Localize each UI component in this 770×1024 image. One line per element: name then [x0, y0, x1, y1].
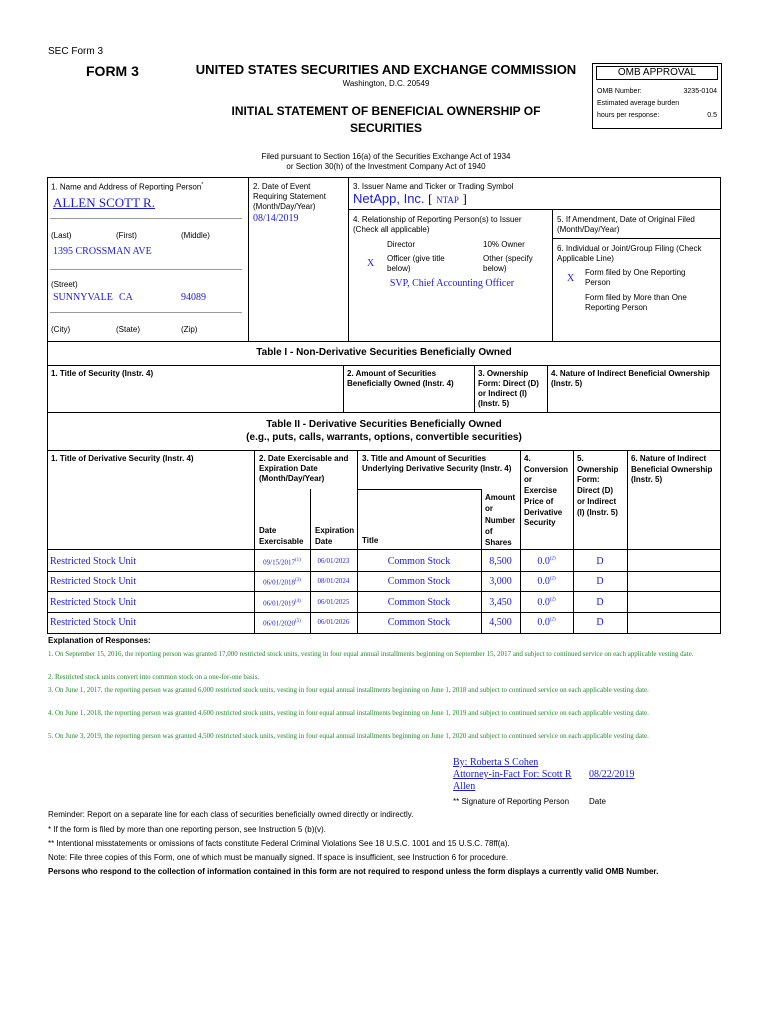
sec-form-label: SEC Form 3 [48, 46, 104, 57]
row-expiration: 06/01/2025 [317, 598, 350, 606]
officer-title: SVP, Chief Accounting Officer [389, 278, 515, 289]
t2-col1: 1. Title of Derivative Security (Instr. 4) [51, 454, 194, 463]
row-security: Restricted Stock Unit [50, 597, 137, 608]
city-value: SUNNYVALE [53, 292, 113, 303]
issuer-name-link[interactable]: NetApp, Inc. [353, 191, 425, 206]
row-security: Restricted Stock Unit [50, 617, 137, 628]
commission-title: UNITED STATES SECURITIES AND EXCHANGE COMMISSION [195, 62, 577, 77]
footnote-1: 1. On September 15, 2016, the reporting person was granted 17,000 restricted stock units, vesting in four equal annual installments beginning on September 15, 2017 and subject to continued service on each applicable vesting date. [48, 650, 694, 658]
one-person-check[interactable]: X [567, 273, 575, 284]
last-label: (Last) [51, 231, 72, 240]
box2-label: 2. Date of Event Requiring Statement (Month/Day/Year) [253, 182, 326, 211]
row-title: Common Stock [387, 556, 451, 567]
row-amount: 3,450 [489, 597, 512, 608]
t2-col2: 2. Date Exercisable and Expiration Date (Month/Day/Year) [259, 454, 349, 483]
row-security: Restricted Stock Unit [50, 576, 137, 587]
filed-pursuant-1: Filed pursuant to Section 16(a) of the Securities Exchange Act of 1934 [261, 152, 511, 161]
street-value: 1395 CROSSMAN AVE [53, 246, 152, 257]
t2-expiration-header: Expiration Date [315, 526, 355, 546]
row-price: 0.0$^{(2)}$ [537, 617, 556, 628]
omb-hours-value: 0.5 [707, 112, 717, 119]
t2-col4: 4. Conversion or Exercise Price of Derivative Security [524, 454, 569, 528]
ticker-symbol: NTAP [436, 195, 459, 205]
row-title: Common Stock [387, 617, 451, 628]
row-amount: 8,500 [489, 556, 512, 567]
row-form: D [596, 556, 604, 567]
signature-block: By: Roberta S Cohen Attorney-in-Fact For: Scott R Allen [453, 757, 572, 792]
signature-label: ** Signature of Reporting Person [453, 797, 570, 806]
state-value: CA [119, 292, 133, 303]
row-exercisable: 06/01/2020$^{(5)}$ [263, 619, 301, 628]
row-form: D [596, 576, 604, 587]
table2-title-1: Table II - Derivative Securities Beneficially Owned [266, 419, 502, 430]
state-label: (State) [116, 325, 141, 334]
row-title: Common Stock [387, 576, 451, 587]
reminder: Reminder: Report on a separate line for each class of securities beneficially owned directly or indirectly. [48, 810, 414, 819]
omb-number-value: 3235-0104 [683, 88, 717, 95]
more-person-label: Form filed by More than One Reporting Person [585, 293, 687, 312]
t1-col4: 4. Nature of Indirect Beneficial Ownership (Instr. 5) [551, 369, 710, 388]
box4-label: 4. Relationship of Reporting Person(s) to Issuer (Check all applicable) [353, 215, 522, 234]
t2-col3: 3. Title and Amount of Securities Underlying Derivative Security (Instr. 4) [362, 454, 512, 473]
ten-percent-label: 10% Owner [483, 240, 525, 249]
ticker-close: ] [462, 191, 467, 206]
event-date: 08/14/2019 [253, 213, 299, 224]
row-exercisable: 06/01/2019$^{(4)}$ [263, 599, 301, 608]
table1-title: Table I - Non-Derivative Securities Beneficially Owned [256, 347, 512, 358]
commission-location: Washington, D.C. 20549 [342, 79, 430, 88]
t2-amount-header: Amount or Number of Shares [485, 493, 516, 548]
row-form: D [596, 597, 604, 608]
footnote-2: 2. Restricted stock units convert into common stock on a one-for-one basis. [48, 673, 260, 681]
t1-col2: 2. Amount of Securities Beneficially Owned (Instr. 4) [347, 369, 454, 388]
row-title: Common Stock [387, 597, 451, 608]
row-exercisable: 06/01/2018$^{(3)}$ [263, 578, 301, 587]
row-price: 0.0$^{(2)}$ [537, 597, 556, 608]
zip-value: 94089 [181, 292, 206, 303]
form-title: FORM 3 [86, 63, 139, 79]
footnote-3: 3. On June 1, 2017, the reporting person was granted 6,000 restricted stock units, vesting in four equal annual installments beginning on June 1, 2018 and subject to continued service on each applicable vesting date. [48, 686, 649, 694]
t1-col1: 1. Title of Security (Instr. 4) [51, 369, 154, 378]
box6-label: 6. Individual or Joint/Group Filing (Check Applicable Line) [557, 244, 702, 263]
row-expiration: 08/01/2024 [317, 577, 350, 585]
explanation-heading: Explanation of Responses: [48, 636, 151, 645]
city-label: (City) [51, 325, 71, 334]
date-label: Date [589, 797, 606, 806]
statement-title-1: INITIAL STATEMENT OF BENEFICIAL OWNERSHIP OF [231, 104, 541, 118]
t1-col3: 3. Ownership Form: Direct (D) or Indirect (I) (Instr. 5) [478, 369, 539, 408]
t2-date-exercisable-header: Date Exercisable [259, 526, 304, 546]
filed-pursuant-2: or Section 30(h) of the Investment Company Act of 1940 [286, 162, 486, 171]
t2-title-header: Title [362, 536, 379, 545]
omb-box [592, 63, 722, 129]
director-label: Director [387, 240, 416, 249]
first-label: (First) [116, 231, 137, 240]
box1-label: 1. Name and Address of Reporting Person* [51, 182, 204, 192]
officer-check[interactable]: X [367, 258, 375, 269]
omb-hours-label: hours per response: [597, 112, 660, 119]
reporting-person-name[interactable]: ALLEN SCOTT R. [53, 195, 155, 210]
box5-label: 5. If Amendment, Date of Original Filed (Month/Day/Year) [557, 215, 695, 234]
omb-number-label: OMB Number: [597, 88, 642, 95]
note-4: Persons who respond to the collection of information contained in this form are not required to respond unless the form displays a currently valid OMB Number. [48, 867, 659, 876]
t2-col5: 5. Ownership Form: Direct (D) or Indirect (I) (Instr. 5) [577, 454, 619, 517]
note-3: Note: File three copies of this Form, one of which must be manually signed. If space is insufficient, see Instruction 6 for procedure. [48, 853, 509, 862]
row-form: D [596, 617, 604, 628]
footnote-4: 4. On June 1, 2018, the reporting person was granted 4,600 restricted stock units, vesting in four equal annual installments beginning on June 1, 2019 and subject to continued service on each applicable vesting date. [48, 709, 649, 717]
ticker-open: [ [428, 191, 433, 206]
row-security: Restricted Stock Unit [50, 556, 137, 567]
note-2: ** Intentional misstatements or omissions of facts constitute Federal Criminal Violations See 18 U.S.C. 1001 and 15 U.S.C. 78ff(a). [48, 839, 510, 848]
table2-title-2: (e.g., puts, calls, warrants, options, convertible securities) [246, 432, 522, 443]
statement-title-2: SECURITIES [349, 121, 422, 135]
omb-title: OMB APPROVAL [596, 66, 718, 80]
officer-label: Officer (give title below) [387, 254, 445, 273]
issuer-line [353, 191, 467, 207]
row-price: 0.0$^{(2)}$ [537, 556, 556, 567]
box3-label: 3. Issuer Name and Ticker or Trading Symbol [353, 182, 514, 191]
middle-label: (Middle) [181, 231, 210, 240]
other-label: Other (specify below) [483, 254, 533, 273]
row-expiration: 06/01/2026 [317, 618, 350, 626]
row-amount: 3,000 [489, 576, 512, 587]
row-expiration: 06/01/2023 [317, 557, 350, 565]
row-price: 0.0$^{(2)}$ [537, 576, 556, 587]
footnote-5: 5. On June 3, 2019, the reporting person was granted 4,500 restricted stock units, vesting in four equal annual installments beginning on June 1, 2020 and subject to continued service on each applicable vesting date. [48, 732, 649, 740]
row-amount: 4,500 [489, 617, 512, 628]
zip-label: (Zip) [181, 325, 198, 334]
street-label: (Street) [51, 280, 78, 289]
omb-burden-label: Estimated average burden [597, 100, 680, 107]
signature-date: 08/22/2019 [589, 769, 635, 780]
t2-col6: 6. Nature of Indirect Beneficial Ownership (Instr. 5) [631, 454, 713, 485]
one-person-label: Form filed by One Reporting Person [585, 268, 686, 287]
row-exercisable: 09/15/2017$^{(1)}$ [263, 558, 301, 567]
note-1: * If the form is filed by more than one reporting person, see Instruction 5 (b)(v). [48, 825, 326, 834]
